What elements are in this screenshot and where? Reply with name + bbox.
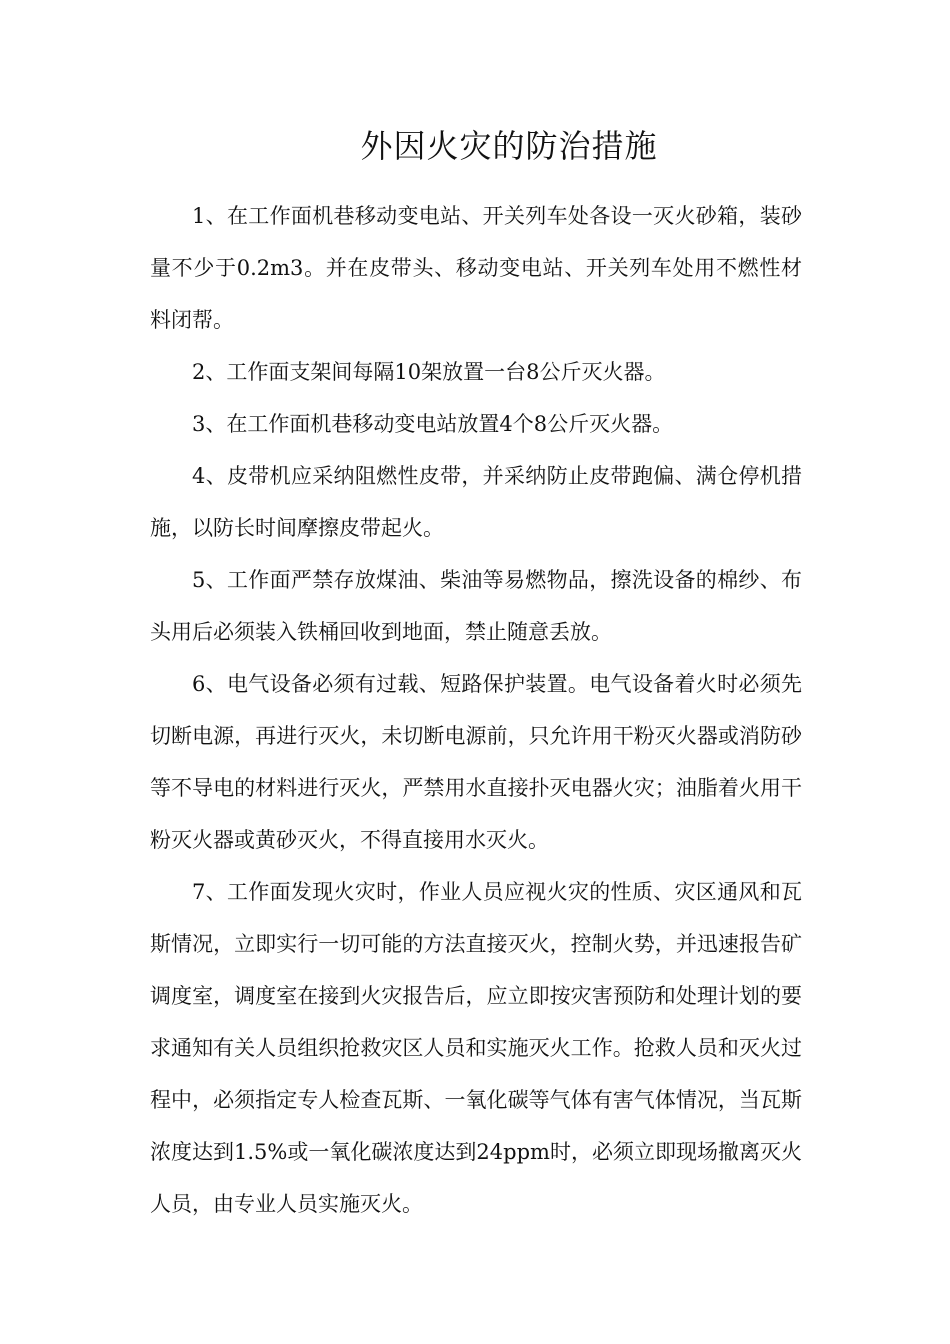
paragraph-3: 3、在工作面机巷移动变电站放置4个8公斤灭火器。 (192, 412, 674, 436)
document-body (150, 190, 802, 1230)
paragraph-5: 5、工作面严禁存放煤油、柴油等易燃物品，擦洗设备的棉纱、布头用后必须装入铁桶回收到地面，禁止随意丢放。 (150, 568, 802, 644)
paragraph-1: 1、在工作面机巷移动变电站、开关列车处各设一灭火砂箱，装砂量不少于0.2m3。并在皮带头、移动变电站、开关列车处用不燃性材料闭帮。 (150, 204, 802, 332)
paragraph-4: 4、皮带机应采纳阻燃性皮带，并采纳防止皮带跑偏、满仓停机措施，以防长时间摩擦皮带起火。 (150, 464, 802, 540)
paragraph-2: 2、工作面支架间每隔10架放置一台8公斤灭火器。 (192, 360, 666, 384)
document-title: 外因火灾的防治措施 (360, 127, 658, 165)
paragraph-6: 6、电气设备必须有过载、短路保护装置。电气设备着火时必须先切断电源，再进行灭火，未切断电源前，只允许用干粉灭火器或消防砂等不导电的材料进行灭火，严禁用水直接扑灭电器火灾；油脂着火用干粉灭火器或黄砂灭火，不得直接用水灭火。 (150, 672, 802, 852)
paragraph-7: 7、工作面发现火灾时，作业人员应视火灾的性质、灾区通风和瓦斯情况，立即实行一切可能的方法直接灭火，控制火势，并迅速报告矿调度室，调度室在接到火灾报告后，应立即按灾害预防和处理计划的要求通知有关人员组织抢救灾区人员和实施灭火工作。抢救人员和灭火过程中，必须指定专人检查瓦斯、一氧化碳等气体有害气体情况，当瓦斯浓度达到1.5%或一氧化碳浓度达到24ppm时，必须立即现场撤离灭火人员，由专业人员实施灭火。 (150, 880, 802, 1216)
